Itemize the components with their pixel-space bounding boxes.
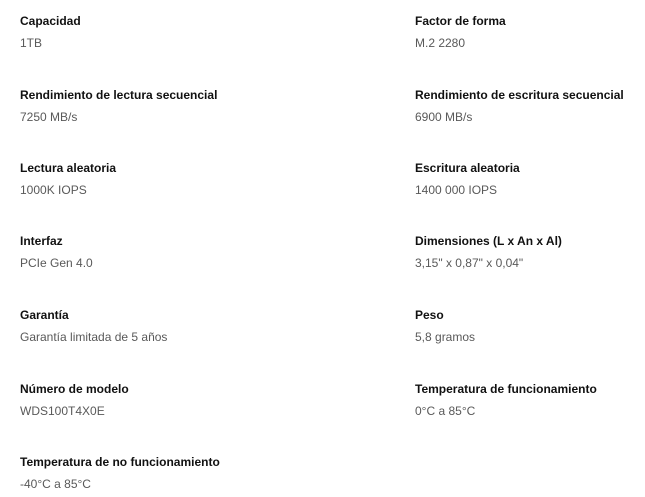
spec-value: WDS100T4X0E bbox=[20, 404, 105, 418]
spec-value: 1000K IOPS bbox=[20, 183, 87, 197]
spec-dimensions bbox=[415, 234, 640, 270]
spec-label: Garantía bbox=[20, 308, 69, 322]
spec-form-factor bbox=[415, 14, 640, 50]
spec-operating-temperature bbox=[415, 382, 640, 418]
spec-value: PCIe Gen 4.0 bbox=[20, 256, 93, 270]
spec-label: Temperatura de funcionamiento bbox=[415, 382, 597, 396]
spec-random-write bbox=[415, 161, 640, 197]
spec-capacity bbox=[20, 14, 260, 50]
spec-model-number bbox=[20, 382, 260, 418]
spec-value: 1TB bbox=[20, 36, 43, 50]
spec-sequential-write bbox=[415, 88, 640, 124]
spec-value: 5,8 gramos bbox=[415, 330, 476, 344]
spec-label: Peso bbox=[415, 308, 444, 322]
spec-weight bbox=[415, 308, 640, 344]
spec-label: Rendimiento de lectura secuencial bbox=[20, 88, 218, 102]
spec-value: 7250 MB/s bbox=[20, 110, 78, 124]
spec-value: 1400 000 IOPS bbox=[415, 183, 498, 197]
spec-non-operating-temperature bbox=[20, 455, 260, 491]
spec-label: Dimensiones (L x An x Al) bbox=[415, 234, 562, 248]
spec-random-read bbox=[20, 161, 260, 197]
spec-label: Interfaz bbox=[20, 234, 63, 248]
spec-label: Factor de forma bbox=[415, 14, 506, 28]
spec-value: Garantía limitada de 5 años bbox=[20, 330, 168, 344]
spec-value: 6900 MB/s bbox=[415, 110, 473, 124]
spec-value: 0°C a 85°C bbox=[415, 404, 476, 418]
spec-value: M.2 2280 bbox=[415, 36, 466, 50]
spec-label: Número de modelo bbox=[20, 382, 129, 396]
spec-warranty bbox=[20, 308, 260, 344]
spec-sequential-read bbox=[20, 88, 260, 124]
spec-label: Rendimiento de escritura secuencial bbox=[415, 88, 624, 102]
spec-label: Escritura aleatoria bbox=[415, 161, 520, 175]
spec-label: Capacidad bbox=[20, 14, 81, 28]
spec-value: -40°C a 85°C bbox=[20, 477, 91, 491]
spec-interface bbox=[20, 234, 260, 270]
spec-label: Lectura aleatoria bbox=[20, 161, 117, 175]
spec-value: 3,15" x 0,87" x 0,04" bbox=[415, 256, 524, 270]
spec-label: Temperatura de no funcionamiento bbox=[20, 455, 220, 469]
